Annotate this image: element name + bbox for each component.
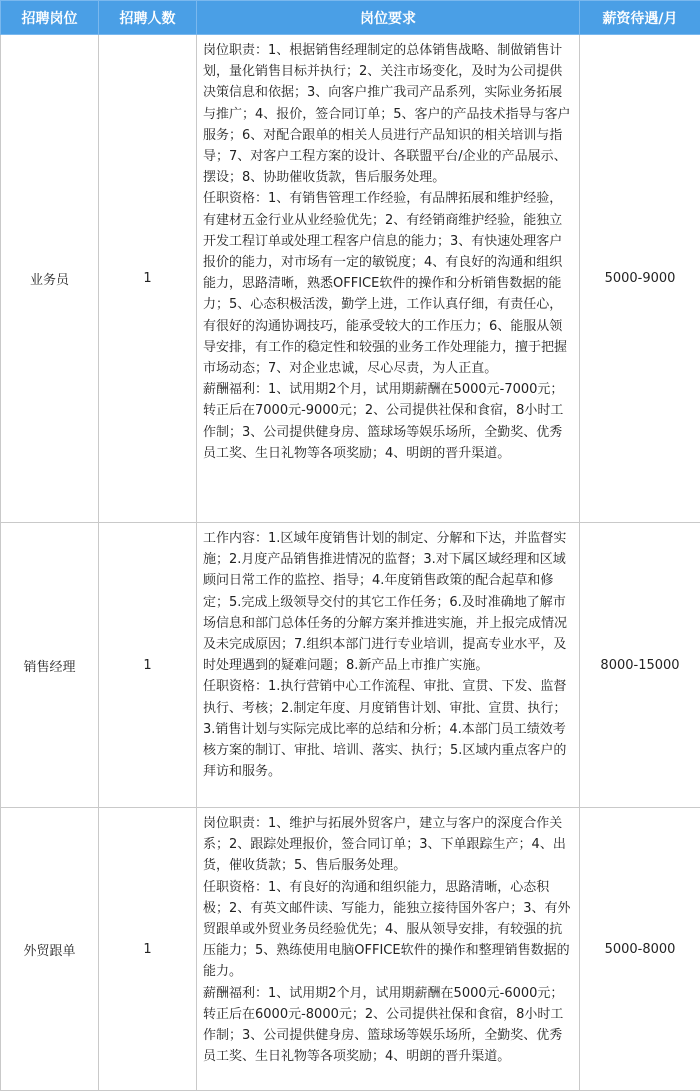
position-cell: 业务员 xyxy=(1,35,99,523)
requirement-paragraph: 任职资格：1.执行营销中心工作流程、审批、宣贯、下发、监督执行、考核；2.制定年度、月度销售计划、审批、宣贯、执行；3.销售计划与实际完成比率的总结和分析；4.本部门员工绩效考核方案的制订、审批、培训、落实、执行；5.区域内重点客户的拜访和服务。 xyxy=(203,676,573,782)
requirement-paragraph: 任职资格：1、有良好的沟通和组织能力，思路清晰，心态积极；2、有英文邮件读、写能力，能独立接待国外客户；3、有外贸跟单或外贸业务员经验优先；4、服从领导安排，有较强的抗压能力；5、熟练使用电脑OFFICE软件的操作和整理销售数据的能力。 xyxy=(203,877,573,983)
table-row xyxy=(1,523,700,808)
header-salary: 薪资待遇/月 xyxy=(580,1,700,35)
header-requirements: 岗位要求 xyxy=(197,1,580,35)
header-row xyxy=(1,1,700,35)
requirement-paragraph: 岗位职责：1、维护与拓展外贸客户，建立与客户的深度合作关系；2、跟踪处理报价，签合同订单；3、下单跟踪生产；4、出货，催收货款；5、售后服务处理。 xyxy=(203,813,573,877)
table-row xyxy=(1,808,700,1091)
salary-cell: 5000-9000 xyxy=(580,35,700,523)
position-cell: 销售经理 xyxy=(1,523,99,808)
requirement-paragraph: 任职资格：1、有销售管理工作经验，有品牌拓展和维护经验，有建材五金行业从业经验优先；2、有经销商维护经验，能独立开发工程订单或处理工程客户信息的能力；3、有快速处理客户报价的能力，对市场有一定的敏锐度；4、有良好的沟通和组织能力，思路清晰，熟悉OFFICE软件的操作和分析销售数据的能力；5、心态积极活泼，勤学上进，工作认真仔细，有责任心，有很好的沟通协调技巧，能承受较大的工作压力；6、能服从领导安排，有工作的稳定性和较强的业务工作处理能力，擅于把握市场动态；7、对企业忠诚，尽心尽责，为人正直。 xyxy=(203,188,573,379)
requirements-cell xyxy=(197,35,580,523)
count-cell: 1 xyxy=(99,35,197,523)
header-position: 招聘岗位 xyxy=(1,1,99,35)
salary-cell: 8000-15000 xyxy=(580,523,700,808)
count-cell: 1 xyxy=(99,523,197,808)
position-cell: 外贸跟单 xyxy=(1,808,99,1091)
requirement-paragraph: 工作内容：1.区域年度销售计划的制定、分解和下达，并监督实施；2.月度产品销售推进情况的监督；3.对下属区域经理和区域顾问日常工作的监控、指导；4.年度销售政策的配合起草和修定；5.完成上级领导交付的其它工作任务；6.及时准确地了解市场信息和部门总体任务的分解方案并推进实施，并上报完成情况及未完成原因；7.组织本部门进行专业培训，提高专业水平，及时处理遇到的疑难问题；8.新产品上市推广实施。 xyxy=(203,528,573,676)
requirement-paragraph: 薪酬福利：1、试用期2个月，试用期薪酬在5000元-7000元；转正后在7000元-9000元；2、公司提供社保和食宿，8小时工作制；3、公司提供健身房、篮球场等娱乐场所，全勤奖、优秀员工奖、生日礼物等各项奖励；4、明朗的晋升渠道。 xyxy=(203,379,573,464)
header-count: 招聘人数 xyxy=(99,1,197,35)
requirements-cell xyxy=(197,808,580,1091)
table-row xyxy=(1,35,700,523)
salary-cell: 5000-8000 xyxy=(580,808,700,1091)
requirements-cell xyxy=(197,523,580,808)
count-cell: 1 xyxy=(99,808,197,1091)
requirement-paragraph: 薪酬福利：1、试用期2个月，试用期薪酬在5000元-6000元；转正后在6000元-8000元；2、公司提供社保和食宿，8小时工作制；3、公司提供健身房、篮球场等娱乐场所，全勤奖、优秀员工奖、生日礼物等各项奖励；4、明朗的晋升渠道。 xyxy=(203,983,573,1068)
requirement-paragraph: 岗位职责：1、根据销售经理制定的总体销售战略、制做销售计划，量化销售目标并执行；2、关注市场变化，及时为公司提供决策信息和依据；3、向客户推广我司产品系列，实际业务拓展与推广；4、报价，签合同订单；5、客户的产品技术指导与客户服务；6、对配合跟单的相关人员进行产品知识的相关培训与指导；7、对客户工程方案的设计、各联盟平台/企业的产品展示、摆设；8、协助催收货款，售后服务处理。 xyxy=(203,40,573,188)
